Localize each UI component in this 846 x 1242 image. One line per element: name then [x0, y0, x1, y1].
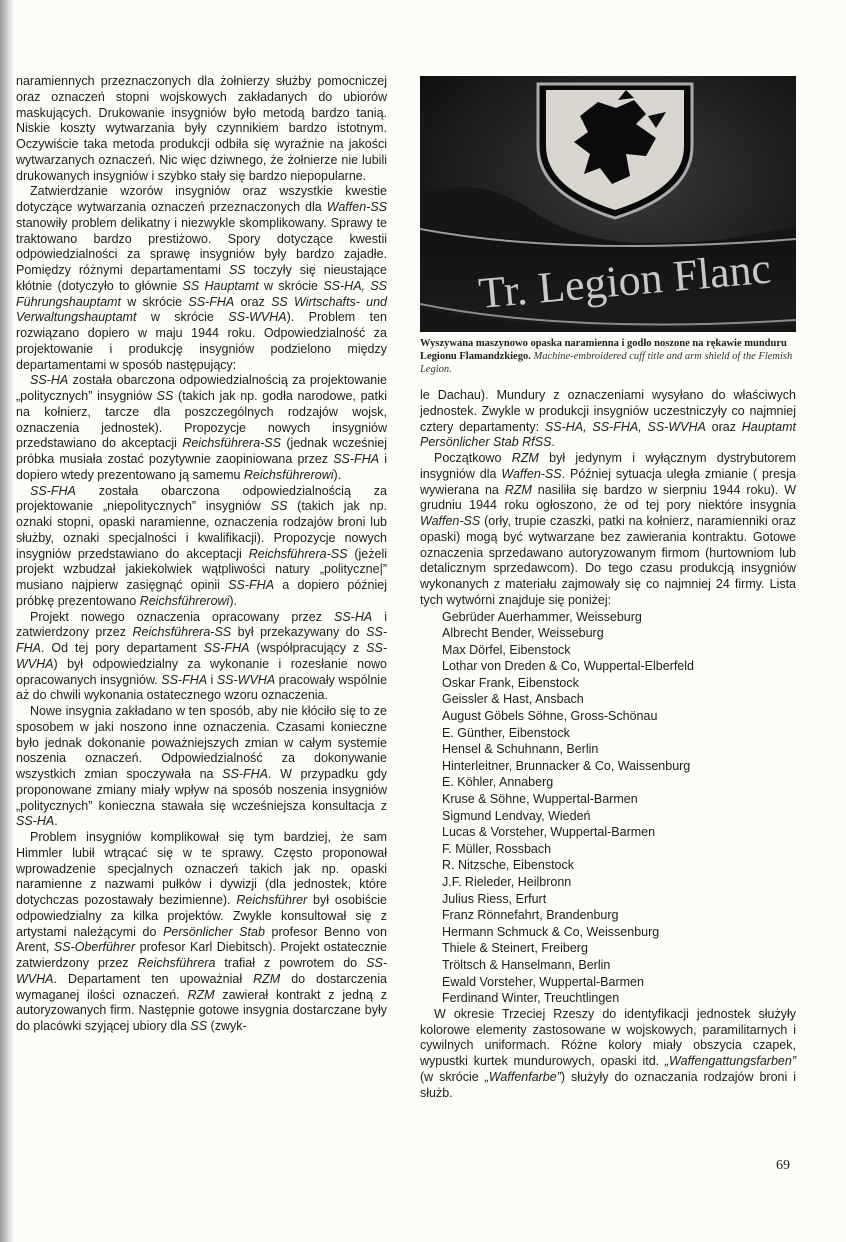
list-item: R. Nitzsche, Eibenstock: [442, 858, 574, 873]
caption-polish: Wyszywana maszynowo opaska naramienna i godło noszone na rękawie munduru Legionu Flamandzkiego.: [420, 338, 787, 362]
paragraph: SS-FHA została obarczona odpowiedzialnością za projektowanie „niepolitycznych” insygniów SS (takich jak np. oznaki stopni, opaski naramienne, oznaczenia rodzajów broni lub służby, oznaki specjalności i kwalifikacji). Propozycje nowych insygniów przedstawiano do akceptacji Reichsführera-SS (jeżeli projekt wzbudzał jakiekolwiek wątpliwości natury „polityczne|” musiano najpierw zasięgnąć opinii SS-FHA a dopiero później próbkę prezentowano Reichsführerowi).: [16, 483, 387, 608]
list-item: August Göbels Söhne, Gross-Schönau: [442, 709, 658, 724]
left-column: [16, 74, 387, 1035]
cuff-title-photo: [420, 76, 796, 332]
list-item: Lothar von Dreden & Co, Wuppertal-Elberfeld: [442, 659, 694, 674]
paragraph: Początkowo RZM był jedynym i wyłącznym dystrybutorem insygniów dla Waffen-SS. Później sytuacja uległa zmianie ( presja wywierana na RZM nasiliła się bardzo w sierpniu 1944 roku). W grudniu 1944 roku ogłoszono, że od tej pory niektóre insygnia Waffen-SS (orły, trupie czaszki, patki na kołnierz, naramienniki oraz opaski) mogą być wytwarzane bez zawierania kontraktu. Gotowe oznaczenia sprzedawano autoryzowanym firmom (hurtowniom lub detalicznym sprzedawcom). Do tego czasu produkcją insygniów wykonanych z materiału zajmowały się co najmniej 24 firmy. Lista tych wytwórni znajduje się poniżej:: [420, 451, 797, 607]
manufacturer-list: [420, 609, 796, 1007]
list-item: Julius Riess, Erfurt: [442, 891, 547, 906]
list-item: Franz Rönnefahrt, Brandenburg: [442, 908, 619, 923]
paragraph: le Dachau). Mundury z oznaczeniami wysyłano do właściwych jednostek. Zwykle w produkcji insygniów uczestniczyły co najmniej cztery departamenty: SS-HA, SS-FHA, SS-WVHA oraz Hauptamt Persönlicher Stab RfSS.: [420, 388, 796, 450]
list-item: Ferdinand Winter, Treuchtlingen: [442, 991, 620, 1006]
list-item: Hinterleitner, Brunnacker & Co, Waissenburg: [442, 758, 691, 773]
list-item: Thiele & Steinert, Freiberg: [442, 941, 588, 956]
list-item: Kruse & Söhne, Wuppertal-Barmen: [442, 792, 638, 807]
list-item: F. Müller, Rossbach: [442, 841, 552, 856]
list-item: J.F. Rieleder, Heilbronn: [442, 875, 572, 889]
paragraph: Nowe insygnia zakładano w ten sposób, aby nie kłóciło się to ze sposobem w jaki noszono inne oznaczenia. Czasami konieczne było jednak dokonanie poważniejszych zmian w całym systemie noszenia oznaczeń. Odpowiedzialność za dokonywanie wszystkich zmian spoczywała na SS-FHA. W przypadku gdy proponowane zmiany miały wpływ na sposób noszenia insygniów „politycznych” konieczna stawała się wcześniejsza konsultacja z SS-HA.: [16, 704, 387, 829]
cuff-title-text: Tr. Legion Flanc: [476, 243, 773, 318]
paragraph: Problem insygniów komplikował się tym bardziej, że sam Himmler lubił wtrącać się w te sprawy. Często proponował wprowadzenie specjalnych oznaczeń takich jak np. opaski naramienne z nazwami pułków i dywizji (dla jednostek, które dotychczas pozostawały bezimienne). Reichsführer był osobiście odpowiedzialny za kilka projektów. Zwykle konsultował się z artystami należącymi do Persönlicher Stab profesor Benno von Arent, SS-Oberführer profesor Karl Diebitsch). Projekt ostatecznie zatwierdzony przez Reichsführera trafiał z powrotem do SS-WVHA. Departament ten upoważniał RZM do dostarczenia wymaganej ilości oznaczeń. RZM zawierał kontrakt z jedną z autoryzowanych firm. Następnie gotowe insygnia dostarczane były do placówki szyjącej ubiory dla SS (zwyk-: [16, 830, 387, 1033]
paragraph: W okresie Trzeciej Rzeszy do identyfikacji jednostek służyły kolorowe elementy zastosowane w wojskowych, paramilitarnych i cywilnych uniformach. Różne kolory miały obszycia czapek, wypustki kurtek mundurowych, opaski itd. „Waffengattungsfarben” (w skrócie „Waffenfarbe”) służyły do oznaczania rodzajów broni i służb.: [420, 1006, 796, 1100]
paragraph: SS-HA została obarczona odpowiedzialnością za projektowanie „politycznych” insygniów SS (takich jak np. godła narodowe, patki na kołnierz, tarcze dla poszczególnych rodzajów wojsk, oznaczenia jednostek). Propozycje nowych insygniów przedstawiano do akceptacji Reichsführera-SS (jednak wcześniej próbka musiała zostać pozytywnie zaopiniowana przez SS-FHA i dopiero wtedy prezentowano ją samemu Reichsführerowi).: [16, 373, 387, 482]
list-item: Hermann Schmuck & Co, Weissenburg: [442, 924, 660, 939]
list-item: Tröltsch & Hanselmann, Berlin: [442, 957, 611, 972]
list-item: Gebrüder Auerhammer, Weisseburg: [442, 609, 642, 624]
paragraph: naramiennych przeznaczonych dla żołnierzy służby pomocniczej oraz oznaczeń stopni wojskowych zakładanych do ubiorów maskujących. Drukowanie insygniów było metodą bardzo tanią. Niskie koszty wytwarzania były czynnikiem bardzo istotnym. Oczywiście taka metoda produkcji odbiła się wyraźnie na jakości wytwarzanych oznaczeń. Nic więc dziwnego, że żołnierze nie lubili drukowanych insygniów i szybko stały się bardzo niepopularne.: [16, 74, 387, 183]
list-item: Sigmund Lendvay, Wiedeń: [442, 808, 591, 823]
list-item: Max Dörfel, Eibenstock: [442, 642, 571, 657]
list-item: Geissler & Hast, Ansbach: [442, 692, 584, 707]
list-item: E. Günther, Eibenstock: [442, 725, 570, 740]
photo-caption: [420, 337, 796, 376]
caption-english: Machine-embroidered cuff title and arm shield of the Flemish Legion.: [420, 351, 793, 375]
page-number: 69: [776, 1158, 790, 1173]
flemish-legion-photo-image: [420, 76, 796, 332]
book-binding-shadow: [0, 0, 14, 1242]
list-item: Lucas & Vorsteher, Wuppertal-Barmen: [442, 825, 656, 840]
paragraph: Projekt nowego oznaczenia opracowany przez SS-HA i zatwierdzony przez Reichsführera-SS był przekazywany do SS-FHA. Od tej pory departament SS-FHA (współpracujący z SS-WVHA) był odpowiedzialny za wykonanie i rozesłanie nowo opracowanych insygniów. SS-FHA i SS-WVHA pracowały wspólnie aż do chwili wykonania ostatecznego wzoru oznaczenia.: [16, 609, 388, 703]
list-item: Albrecht Bender, Weisseburg: [442, 626, 604, 641]
list-item: E. Köhler, Annaberg: [442, 775, 554, 790]
list-item: Ewald Vorsteher, Wuppertal-Barmen: [442, 974, 644, 989]
paragraph: Zatwierdzanie wzorów insygniów oraz wszystkie kwestie dotyczące wytwarzania oznaczeń przeznaczonych dla Waffen-SS stanowiły problem delikatny i niezwykle skomplikowany. Sprawy te traktowano bardzo prestiżowo. Spory dotyczące kwestii odpowiedzialności za sprawę insygniów były bardzo zajadłe. Pomiędzy różnymi departamentami SS toczyły się nieustające kłótnie (dotyczyło to głównie SS Hauptamt w skrócie SS-HA, SS Führungshauptamt w skrócie SS-FHA oraz SS Wirtschafts- und Verwaltungshauptamt w skrócie SS-WVHA). Problem ten rozwiązano dopiero w maju 1944 roku. Odpowiedzialność za projektowanie i produkcję insygniów podzielono między departamentami w sposób następujący:: [16, 184, 388, 372]
right-column: [420, 388, 796, 1101]
list-item: Hensel & Schuhnann, Berlin: [442, 742, 599, 757]
list-item: Oskar Frank, Eibenstock: [442, 675, 579, 690]
